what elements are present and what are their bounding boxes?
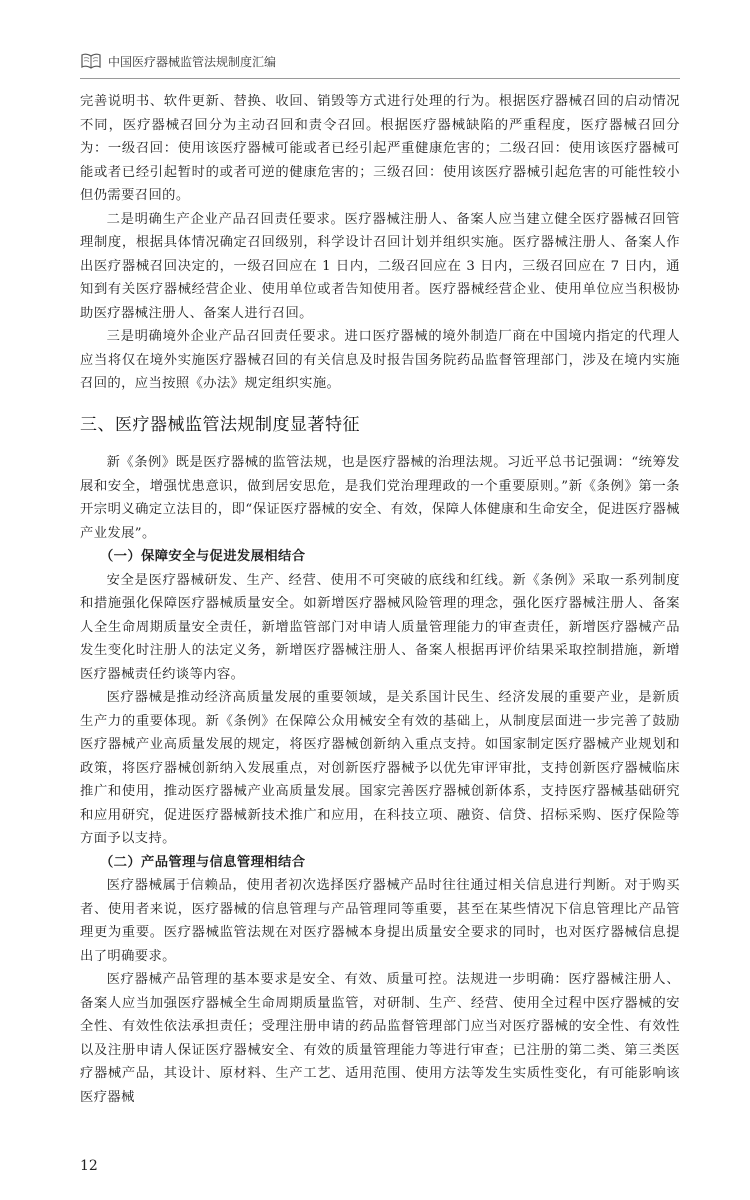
paragraph-overseas-recall: 三是明确境外企业产品召回责任要求。进口医疗器械的境外制造厂商在中国境内指定的代理人应当将仅在境外实施医疗器械召回的有关信息及时报告国务院药品监督管理部门，涉及在境内实施召回的，应当按照《办法》规定组织实施。 — [80, 329, 680, 391]
paragraph-manufacturer-recall: 二是明确生产企业产品召回责任要求。医疗器械注册人、备案人应当建立健全医疗器械召回管理制度，根据具体情况确定召回级别，科学设计召回计划并组织实施。医疗器械注册人、备案人作出医疗器械召回决定的，一级召回应在 1 日内，二级召回应在 3 日内，三级召回应在 7 日内，通知到有关医疗器械经营企业、使用单位或者告知使用者。医疗器械经营企业、使用单位应当积极协助医疗器械注册人、备案人进行召回。 — [80, 211, 680, 321]
subsection-title-safety-development: （一）保障安全与促进发展相结合 — [99, 549, 306, 564]
subsection-title-product-information: （二）产品管理与信息管理相结合 — [99, 854, 306, 870]
book-logo-icon — [80, 52, 102, 70]
paragraph-recall-levels: 完善说明书、软件更新、替换、收回、销毁等方式进行处理的行为。根据医疗器械召回的启动情况不同，医疗器械召回分为主动召回和责令召回。根据医疗器械缺陷的严重程度，医疗器械召回分为：一级召回：使用该医疗器械可能或者已经引起严重健康危害的；二级召回：使用该医疗器械可能或者已经引起暂时的或者可逆的健康危害的；三级召回：使用该医疗器械引起危害的可能性较小但仍需要召回的。 — [80, 94, 680, 203]
paragraph-product-management: 医疗器械产品管理的基本要求是安全、有效、质量可控。法规进一步明确：医疗器械注册人、备案人应当加强医疗器械全生命周期质量监管，对研制、生产、经营、使用全过程中医疗器械的安全性、有效性依法承担责任；受理注册申请的药品监督管理部门应当对医疗器械的安全性、有效性以及注册申请人保证医疗器械安全、有效的质量管理能力等进行审查；已注册的第二类、第三类医疗器械产品，其设计、原材料、生产工艺、适用范围、使用方法等发生实质性变化，有可能影响该医疗器械 — [80, 972, 680, 1105]
paragraph-regulation-intro: 新《条例》既是医疗器械的监管法规，也是医疗器械的治理法规。习近平总书记强调：“统筹发展和安全，增强忧患意识，做到居安思危，是我们党治理理政的一个重要原则。”新《条例》第一条开宗明义确定立法目的，即“保证医疗器械的安全、有效，保障人体健康和生命安全，促进医疗器械产业发展”。 — [80, 455, 680, 541]
paragraph-development: 医疗器械是推动经济高质量发展的重要领域，是关系国计民生、经济发展的重要产业，是新质生产力的重要体现。新《条例》在保障公众用械安全有效的基础上，从制度层面进一步完善了鼓励医疗器械产业高质量发展的规定，将医疗器械创新纳入重点支持。如国家制定医疗器械产业规划和政策，将医疗器械创新纳入发展重点，对创新医疗器械予以优先审评审批，支持创新医疗器械临床推广和使用，推动医疗器械产业高质量发展。国家完善医疗器械创新体系，支持医疗器械基础研究和应用研究，促进医疗器械新技术推广和应用，在科技立项、融资、信贷、招标采购、医疗保险等方面予以支持。 — [80, 690, 680, 846]
paragraph-information: 医疗器械属于信赖品，使用者初次选择医疗器械产品时往往通过相关信息进行判断。对于购买者、使用者来说，医疗器械的信息管理与产品管理同等重要，甚至在某些情况下信息管理比产品管理更为重要。医疗器械监管法规在对医疗器械本身提出质量安全要求的同时，也对医疗器械信息提出了明确要求。 — [80, 878, 680, 964]
paragraph-safety: 安全是医疗器械研发、生产、经营、使用不可突破的底线和红线。新《条例》采取一系列制度和措施强化保障医疗器械质量安全。如新增医疗器械风险管理的理念，强化医疗器械注册人、备案人全生命周期质量安全责任，新增监管部门对申请人质量管理能力的审查责任，新增医疗器械产品发生变化时注册人的法定义务，新增医疗器械注册人、备案人根据再评价结果采取控制措施，新增医疗器械责任约谈等内容。 — [80, 572, 680, 682]
running-header — [80, 50, 680, 79]
section-title: 三、医疗器械监管法规制度显著特征 — [80, 414, 360, 435]
header-title: 中国医疗器械监管法规制度汇编 — [108, 54, 277, 69]
page-number: 12 — [80, 1158, 98, 1174]
page-body — [80, 90, 680, 1109]
